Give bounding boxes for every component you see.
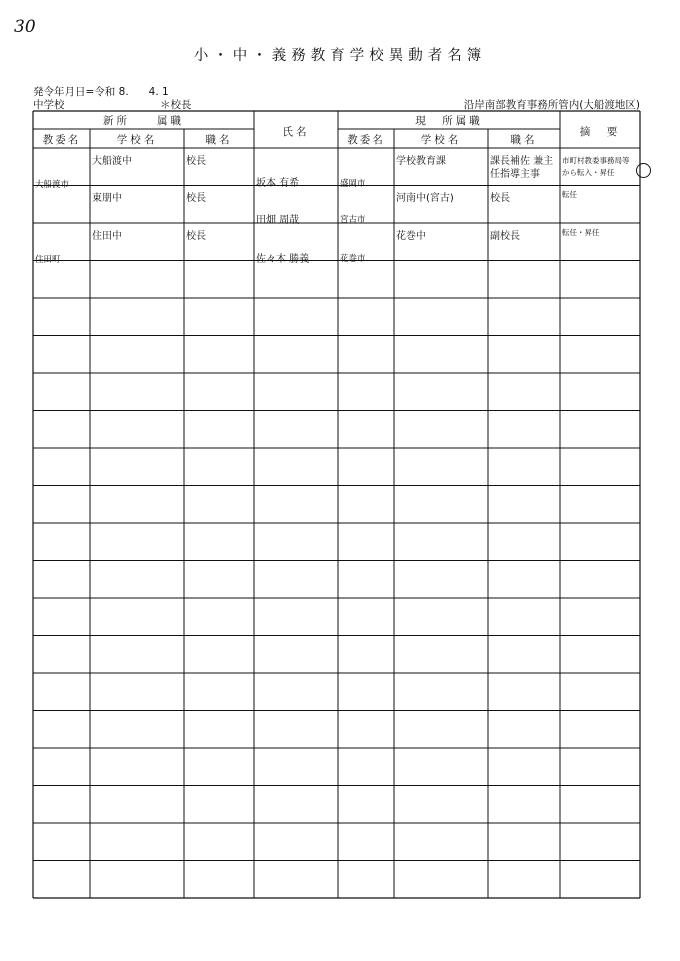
table-cell: 東朋中 (92, 193, 122, 204)
table-cell: 大船渡中 (92, 156, 132, 167)
office-name: 沿岸南部教育事務所管内(大船渡地区) (463, 99, 640, 111)
page-number: 30 (14, 17, 36, 37)
table-cell: 宮古市 (340, 215, 366, 225)
table-cell: 花巻中 (396, 231, 426, 242)
circle-mark-icon (636, 163, 651, 178)
header-cur-board: 教委名 (347, 134, 385, 146)
table-cell: 住田中 (92, 231, 122, 242)
header-summary: 摘 要 (579, 126, 621, 138)
header-new-group: 新所 属職 (103, 115, 184, 127)
table-cell: 副校長 (490, 231, 520, 242)
header-position: 職名 (205, 134, 233, 146)
table-cell: 住田町 (35, 255, 61, 265)
header-cur-school: 学校名 (420, 134, 462, 146)
table-cell: 転任・昇任 (562, 228, 600, 237)
table-cell: 学校教育課 (396, 156, 446, 167)
table-cell: 転任 (562, 190, 577, 199)
issue-date: 発令年月日=令和 8. 4. 1 (33, 86, 169, 98)
table-cell: 佐々木 勝義 (256, 254, 310, 265)
table-cell: 任指導主事 (490, 169, 540, 180)
table-cell: 課長補佐 兼主 (490, 156, 554, 167)
table-cell: 坂本 有希 (256, 178, 300, 189)
table-cell: 校長 (490, 193, 510, 204)
table-cell: 校長 (186, 156, 206, 167)
table-cell: 校長 (186, 193, 206, 204)
table-cell: 田畑 周哉 (256, 215, 300, 226)
header-current-group: 現 所属職 (415, 115, 483, 127)
table-cell: 河南中(宮古) (396, 193, 454, 204)
header-name: 氏名 (282, 126, 310, 138)
table-cell: 市町村教委事務局等 (562, 156, 630, 165)
table-cell: から転入・昇任 (562, 168, 615, 177)
header-board: 教委名 (42, 134, 81, 146)
position-filter: ＊校長 (160, 99, 192, 111)
table-cell: 大船渡市 (35, 180, 70, 190)
table-cell: 花巻市 (340, 254, 366, 264)
school-type: 中学校 (33, 99, 65, 111)
table-cell: 校長 (186, 231, 206, 242)
header-school: 学校名 (116, 134, 158, 146)
table-cell: 盛岡市 (340, 179, 366, 189)
header-cur-position: 職名 (510, 134, 538, 146)
document-title: 小・中・義務教育学校異動者名簿 (193, 48, 487, 64)
